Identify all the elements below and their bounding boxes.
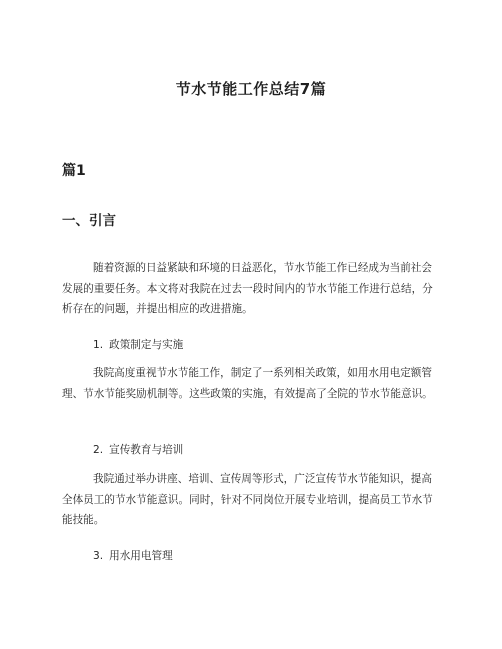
paragraph-policy: 我院高度重视节水节能工作，制定了一系列相关政策，如用水用电定额管理、节水节能奖励机制等。这些政策的实施，有效提高了全院的节水节能意识。 [62,367,433,400]
list-item-policy [93,337,183,352]
list-item-label: 政策制定与实施 [109,339,184,351]
list-item-label: 宣传教育与培训 [109,444,184,456]
paragraph-education: 我院通过举办讲座、培训、宣传周等形式，广泛宣传节水节能知识，提高全体员工的节水节能意识。同时，针对不同岗位开展专业培训，提高员工节水节能技能。 [62,473,433,526]
list-item-number: 2. [93,444,104,456]
list-item-number: 3. [93,550,104,562]
subsection-heading: 一、引言 [62,213,116,229]
paragraph-introduction: 随着资源的日益紧缺和环境的日益恶化，节水节能工作已经成为当前社会发展的重要任务。本文将对我院在过去一段时间内的节水节能工作进行总结，分析存在的问题，并提出相应的改进措施。 [62,262,433,315]
document-title: 节水节能工作总结7篇 [175,80,327,98]
list-item-number: 1. [93,339,104,351]
list-item-management [93,548,173,563]
list-item-education [93,442,183,457]
section-heading: 篇1 [62,163,86,179]
list-item-label: 用水用电管理 [109,550,173,562]
